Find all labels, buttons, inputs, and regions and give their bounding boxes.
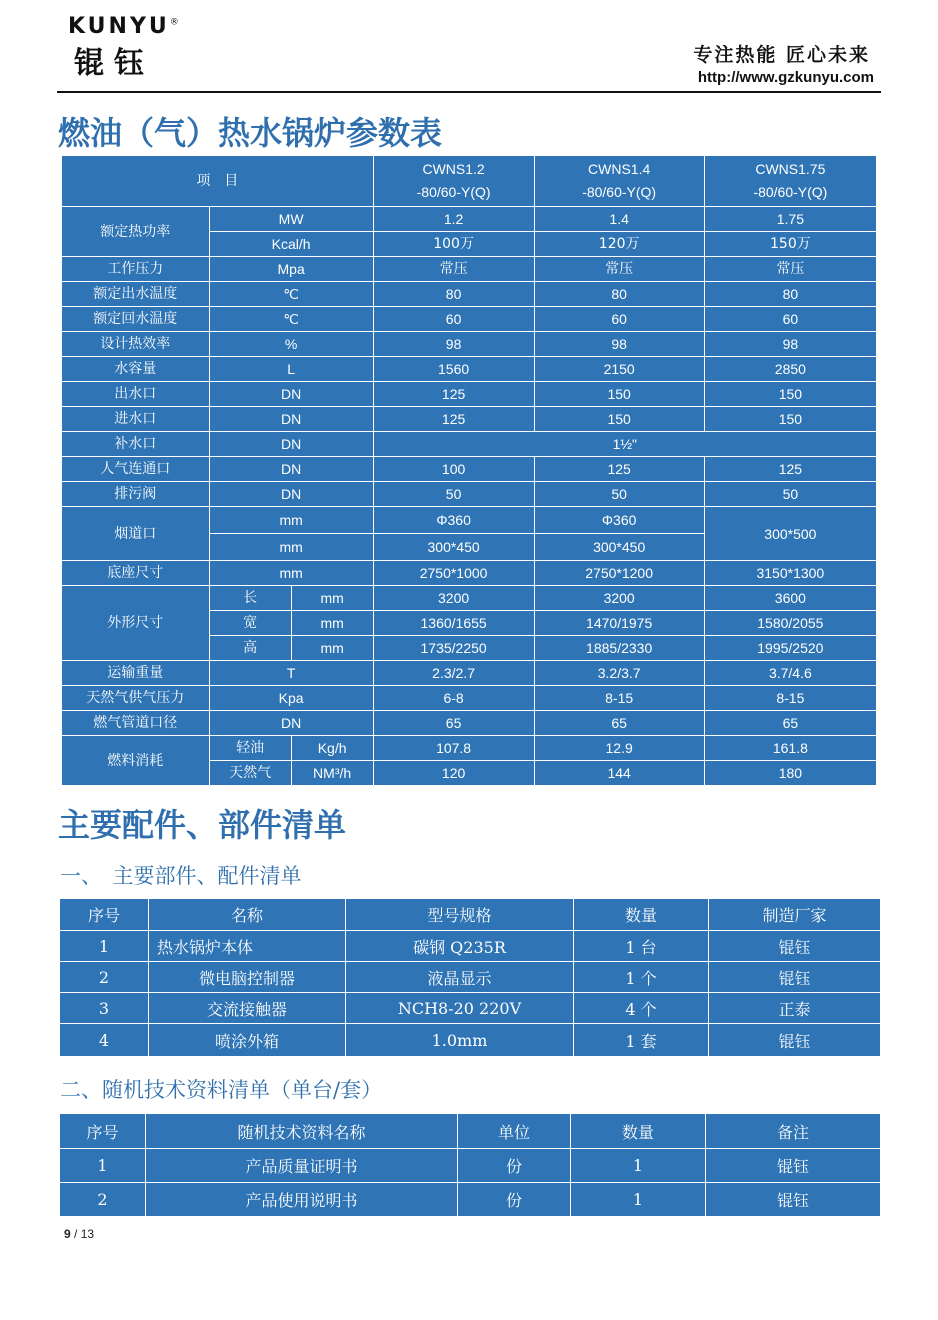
cell-value: 锟钰 xyxy=(709,1024,881,1057)
cell-value: 2850 xyxy=(704,357,876,382)
cell-value: 1.2 xyxy=(373,207,534,232)
cell-value: 4 xyxy=(60,1024,149,1057)
column-header: 序号 xyxy=(60,1114,146,1149)
cell-value: 150 xyxy=(704,382,876,407)
table-row xyxy=(60,931,881,962)
row-unit: NM³/h xyxy=(291,761,373,786)
table-row xyxy=(62,736,877,761)
model-header: CWNS1.2 -80/60-Y(Q) xyxy=(373,156,534,207)
cell-value: 50 xyxy=(534,482,704,507)
cell-value: 1580/2055 xyxy=(704,611,876,636)
cell-value: 2150 xyxy=(534,357,704,382)
cell-value: 正泰 xyxy=(709,993,881,1024)
row-unit: Kpa xyxy=(209,686,373,711)
cell-value: 锟钰 xyxy=(709,962,881,993)
cell-value: 3.7/4.6 xyxy=(704,661,876,686)
table-row xyxy=(62,507,877,534)
table-header-row xyxy=(60,1114,881,1149)
slogan: 专注热能 匠心未来 xyxy=(693,44,870,66)
row-unit: L xyxy=(209,357,373,382)
table-row xyxy=(62,382,877,407)
cell-value: 锟钰 xyxy=(706,1149,881,1183)
cell-value: 产品质量证明书 xyxy=(146,1149,458,1183)
table-row xyxy=(62,282,877,307)
cell-value: 1995/2520 xyxy=(704,636,876,661)
cell-value: 1 xyxy=(60,931,149,962)
row-label: 燃气管道口径 xyxy=(62,711,210,736)
model-header: CWNS1.75 -80/60-Y(Q) xyxy=(704,156,876,207)
table-row xyxy=(62,661,877,686)
row-unit: DN xyxy=(209,382,373,407)
row-unit: DN xyxy=(209,711,373,736)
cell-value: 热水锅炉本体 xyxy=(149,931,346,962)
table-row xyxy=(60,993,881,1024)
cell-value: 1885/2330 xyxy=(534,636,704,661)
parts-table xyxy=(59,898,881,1057)
column-header: 型号规格 xyxy=(346,899,574,931)
docs-table xyxy=(59,1113,881,1217)
table-row xyxy=(62,156,877,207)
cell-value: 1470/1975 xyxy=(534,611,704,636)
cell-value: 1.0mm xyxy=(346,1024,574,1057)
row-sublabel: 天然气 xyxy=(209,761,291,786)
row-unit: mm xyxy=(209,534,373,561)
row-unit: Kcal/h xyxy=(209,232,373,257)
cell-value: 180 xyxy=(704,761,876,786)
cell-value: NCH8-20 220V xyxy=(346,993,574,1024)
cell-value: 液晶显示 xyxy=(346,962,574,993)
current-page: 9 xyxy=(64,1227,71,1241)
row-label: 额定回水温度 xyxy=(62,307,210,332)
cell-value: 60 xyxy=(373,307,534,332)
cell-value: 6-8 xyxy=(373,686,534,711)
cell-value: 100 xyxy=(373,457,534,482)
cell-value: 锟钰 xyxy=(706,1183,881,1217)
logo-wordmark xyxy=(68,14,179,39)
cell-value: 65 xyxy=(373,711,534,736)
table-row xyxy=(62,686,877,711)
cell-value: 常压 xyxy=(534,257,704,282)
table-row xyxy=(62,207,877,232)
table-row xyxy=(60,1149,881,1183)
column-header: 备注 xyxy=(706,1114,881,1149)
cell-value: 1 个 xyxy=(574,962,709,993)
column-header: 制造厂家 xyxy=(709,899,881,931)
row-label: 工作压力 xyxy=(62,257,210,282)
cell-value: 2750*1200 xyxy=(534,561,704,586)
table-row xyxy=(62,586,877,611)
cell-value: 1.4 xyxy=(534,207,704,232)
cell-value: 80 xyxy=(534,282,704,307)
cell-value: 碳钢 Q235R xyxy=(346,931,574,962)
row-unit: ℃ xyxy=(209,307,373,332)
total-pages: 13 xyxy=(80,1227,95,1241)
row-label: 排污阀 xyxy=(62,482,210,507)
row-unit: MW xyxy=(209,207,373,232)
parts-subtitle: 一、 主要部件、配件清单 xyxy=(60,864,302,888)
page-number xyxy=(64,1227,94,1241)
page-separator: / xyxy=(74,1227,78,1241)
parameter-table xyxy=(61,155,877,786)
row-label: 出水口 xyxy=(62,382,210,407)
column-header: 序号 xyxy=(60,899,149,931)
cell-value: 2750*1000 xyxy=(373,561,534,586)
row-unit: DN xyxy=(209,457,373,482)
cell-value: 60 xyxy=(704,307,876,332)
cell-value: 100万 xyxy=(373,232,534,257)
cell-value: 300*450 xyxy=(534,534,704,561)
cell-value: 144 xyxy=(534,761,704,786)
row-label: 天然气供气压力 xyxy=(62,686,210,711)
row-sublabel: 宽 xyxy=(209,611,291,636)
cell-value: 125 xyxy=(704,457,876,482)
logo-text: KUNYU xyxy=(68,14,170,39)
cell-value: 常压 xyxy=(704,257,876,282)
registered-mark: ® xyxy=(169,17,179,28)
page-header xyxy=(0,0,938,95)
row-unit: DN xyxy=(209,432,373,457)
cell-value: 产品使用说明书 xyxy=(146,1183,458,1217)
row-unit: mm xyxy=(291,611,373,636)
table-row xyxy=(62,257,877,282)
table-row xyxy=(60,1183,881,1217)
row-label: 额定热功率 xyxy=(62,207,210,257)
table-row xyxy=(62,332,877,357)
cell-value: 喷涂外箱 xyxy=(149,1024,346,1057)
cell-value: 1 套 xyxy=(574,1024,709,1057)
cell-value: 3150*1300 xyxy=(704,561,876,586)
cell-value: 3.2/3.7 xyxy=(534,661,704,686)
cell-value: 120 xyxy=(373,761,534,786)
cell-value: Φ360 xyxy=(534,507,704,534)
table-row xyxy=(62,561,877,586)
cell-value: 125 xyxy=(373,407,534,432)
cell-value: 8-15 xyxy=(534,686,704,711)
cell-value: 1½" xyxy=(373,432,876,457)
column-header: 随机技术资料名称 xyxy=(146,1114,458,1149)
row-label: 设计热效率 xyxy=(62,332,210,357)
model-header: CWNS1.4 -80/60-Y(Q) xyxy=(534,156,704,207)
cell-value: 150 xyxy=(534,382,704,407)
row-unit: % xyxy=(209,332,373,357)
row-label: 外形尺寸 xyxy=(62,586,210,661)
cell-value: 3200 xyxy=(373,586,534,611)
cell-value: 1735/2250 xyxy=(373,636,534,661)
column-header: 单位 xyxy=(458,1114,571,1149)
cell-value: 3600 xyxy=(704,586,876,611)
row-unit: ℃ xyxy=(209,282,373,307)
cell-value: 微电脑控制器 xyxy=(149,962,346,993)
table-row xyxy=(60,962,881,993)
header-divider xyxy=(57,91,881,93)
table-row xyxy=(62,711,877,736)
cell-value: 120万 xyxy=(534,232,704,257)
cell-value: 1560 xyxy=(373,357,534,382)
cell-value: 常压 xyxy=(373,257,534,282)
row-unit: DN xyxy=(209,407,373,432)
table-row xyxy=(62,307,877,332)
cell-value: 2 xyxy=(60,962,149,993)
cell-value: 65 xyxy=(704,711,876,736)
row-unit: DN xyxy=(209,482,373,507)
row-label: 烟道口 xyxy=(62,507,210,561)
row-label: 补水口 xyxy=(62,432,210,457)
table-row xyxy=(62,432,877,457)
row-sublabel: 轻油 xyxy=(209,736,291,761)
cell-value: 150万 xyxy=(704,232,876,257)
cell-value: 98 xyxy=(373,332,534,357)
row-label: 人气连通口 xyxy=(62,457,210,482)
item-header: 项 目 xyxy=(62,156,374,207)
cell-value: 161.8 xyxy=(704,736,876,761)
cell-value: 1.75 xyxy=(704,207,876,232)
cell-value: 150 xyxy=(534,407,704,432)
table-header-row xyxy=(60,899,881,931)
cell-value: 3 xyxy=(60,993,149,1024)
cell-value: 8-15 xyxy=(704,686,876,711)
row-unit: mm xyxy=(291,586,373,611)
cell-value: Φ360 xyxy=(373,507,534,534)
row-unit: mm xyxy=(209,561,373,586)
cell-value: 份 xyxy=(458,1183,571,1217)
cell-value: 50 xyxy=(704,482,876,507)
cell-value: 50 xyxy=(373,482,534,507)
cell-value: 107.8 xyxy=(373,736,534,761)
cell-value: 1 xyxy=(571,1149,706,1183)
table-row xyxy=(62,457,877,482)
cell-value: 12.9 xyxy=(534,736,704,761)
row-unit: mm xyxy=(209,507,373,534)
row-label: 进水口 xyxy=(62,407,210,432)
logo-chinese: 锟钰 xyxy=(74,46,154,81)
cell-value: 150 xyxy=(704,407,876,432)
cell-value: 2 xyxy=(60,1183,146,1217)
cell-value: 65 xyxy=(534,711,704,736)
cell-value: 份 xyxy=(458,1149,571,1183)
cell-value: 锟钰 xyxy=(709,931,881,962)
cell-value: 3200 xyxy=(534,586,704,611)
row-label: 运输重量 xyxy=(62,661,210,686)
cell-value: 4 个 xyxy=(574,993,709,1024)
cell-value: 1360/1655 xyxy=(373,611,534,636)
row-sublabel: 长 xyxy=(209,586,291,611)
row-unit: Mpa xyxy=(209,257,373,282)
cell-value: 98 xyxy=(704,332,876,357)
docs-subtitle: 二、随机技术资料清单（单台/套） xyxy=(60,1078,383,1102)
website-url: http://www.gzkunyu.com xyxy=(697,69,874,86)
cell-value: 60 xyxy=(534,307,704,332)
column-header: 名称 xyxy=(149,899,346,931)
row-label: 额定出水温度 xyxy=(62,282,210,307)
cell-value: 1 xyxy=(571,1183,706,1217)
table-row xyxy=(62,357,877,382)
row-unit: Kg/h xyxy=(291,736,373,761)
column-header: 数量 xyxy=(574,899,709,931)
row-label: 底座尺寸 xyxy=(62,561,210,586)
cell-value: 300*450 xyxy=(373,534,534,561)
cell-value: 1 台 xyxy=(574,931,709,962)
param-table-title: 燃油（气）热水锅炉参数表 xyxy=(58,114,443,152)
table-row xyxy=(62,407,877,432)
row-unit: mm xyxy=(291,636,373,661)
cell-value: 80 xyxy=(373,282,534,307)
row-label: 燃料消耗 xyxy=(62,736,210,786)
table-row xyxy=(62,482,877,507)
cell-value: 80 xyxy=(704,282,876,307)
cell-value: 1 xyxy=(60,1149,146,1183)
cell-value: 98 xyxy=(534,332,704,357)
cell-value: 125 xyxy=(534,457,704,482)
cell-value: 300*500 xyxy=(704,507,876,561)
cell-value: 125 xyxy=(373,382,534,407)
table-row xyxy=(60,1024,881,1057)
column-header: 数量 xyxy=(571,1114,706,1149)
row-unit: T xyxy=(209,661,373,686)
cell-value: 交流接触器 xyxy=(149,993,346,1024)
parts-section-title: 主要配件、部件清单 xyxy=(58,806,347,844)
row-label: 水容量 xyxy=(62,357,210,382)
row-sublabel: 高 xyxy=(209,636,291,661)
cell-value: 2.3/2.7 xyxy=(373,661,534,686)
